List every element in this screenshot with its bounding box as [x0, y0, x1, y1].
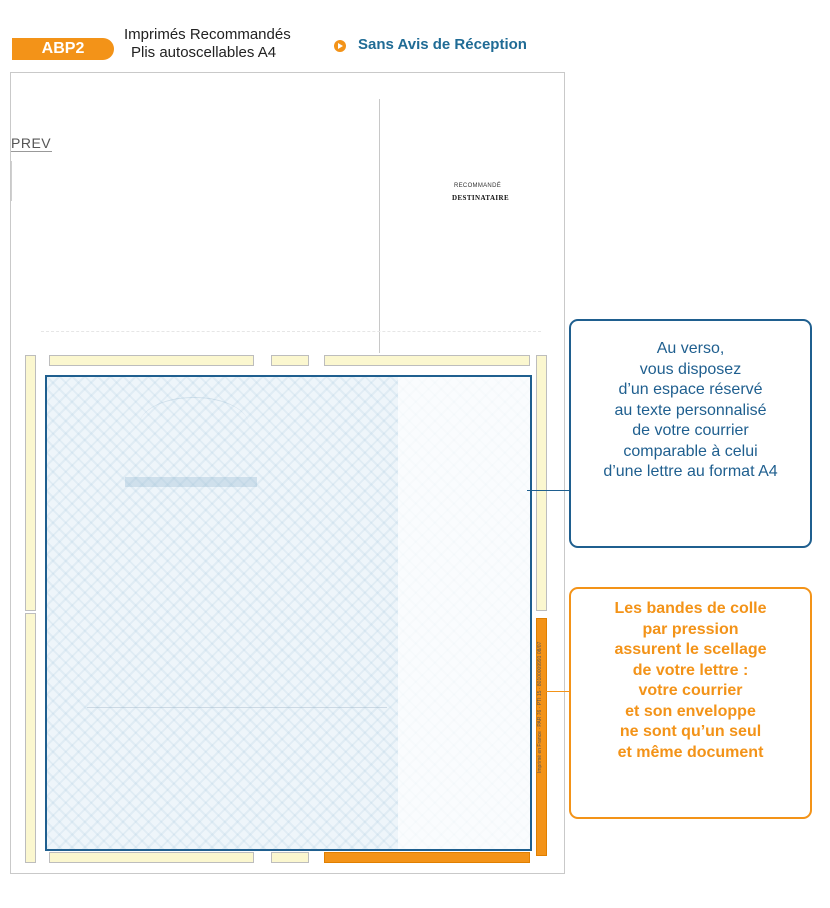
callout-colle-line: ne sont qu’un seul: [619, 723, 762, 740]
letter-text-area: [45, 375, 532, 851]
fold-line-horizontal: [41, 331, 541, 332]
callout-colle: [569, 587, 812, 819]
glue-strip-left-upper: [25, 355, 36, 611]
product-code-badge: ABP2: [12, 38, 114, 60]
side-print-text: Imprimé en France · PAR 76 · PTI 15 · 80100009991 08/07: [537, 641, 543, 773]
fold-line-vertical: [379, 99, 380, 353]
recommande-label: RECOMMANDÉ: [454, 183, 502, 189]
glue-strip-top-left: [49, 355, 254, 366]
watermark-bar: [125, 477, 257, 487]
destinataire-label: DESTINATAIRE: [452, 194, 510, 202]
glue-strip-top-middle: [271, 355, 309, 366]
product-title-line-2: Plis autoscellables A4: [131, 44, 277, 61]
glue-strip-top-right: [324, 355, 530, 366]
arrow-bullet-icon: [334, 40, 346, 52]
callout-colle-line: Les bandes de colle: [614, 600, 767, 617]
callout-colle-line: votre courrier: [638, 682, 743, 699]
prev-label: PREV: [11, 135, 52, 151]
glue-strip-bottom-left: [49, 852, 254, 863]
glue-strip-left-lower: [25, 613, 36, 863]
callout-verso-line: comparable à celui: [623, 442, 758, 460]
callout-verso-line: au texte personnalisé: [614, 401, 767, 419]
callout-connector-colle: [545, 691, 569, 692]
callout-verso-line: d’une lettre au format A4: [603, 463, 778, 480]
product-title-line-1: Imprimés Recommandés: [124, 26, 291, 43]
glue-strip-bottom-middle: [271, 852, 309, 863]
glue-strip-bottom-right-active: [324, 852, 530, 863]
callout-colle-line: assurent le scellage: [614, 641, 767, 658]
callout-verso-line: Au verso,: [656, 340, 725, 357]
variant-label: Sans Avis de Réception: [358, 36, 527, 53]
callout-connector-verso: [527, 490, 569, 491]
callout-colle-line: et son enveloppe: [625, 702, 756, 720]
prev-marker: [11, 161, 12, 201]
callout-verso-line: vous disposez: [639, 360, 742, 378]
callout-colle-line: de votre lettre :: [632, 661, 749, 679]
letter-margin: [398, 377, 530, 849]
watermark-logo-icon: [139, 397, 249, 454]
callout-colle-line: et même document: [617, 743, 764, 761]
envelope-sheet: [10, 72, 565, 874]
callout-colle-line: par pression: [642, 620, 739, 638]
faint-rule: [87, 707, 387, 708]
callout-verso-line: de votre courrier: [632, 422, 749, 439]
callout-verso: [569, 319, 812, 548]
callout-verso-line: d’un espace réservé: [618, 381, 763, 398]
